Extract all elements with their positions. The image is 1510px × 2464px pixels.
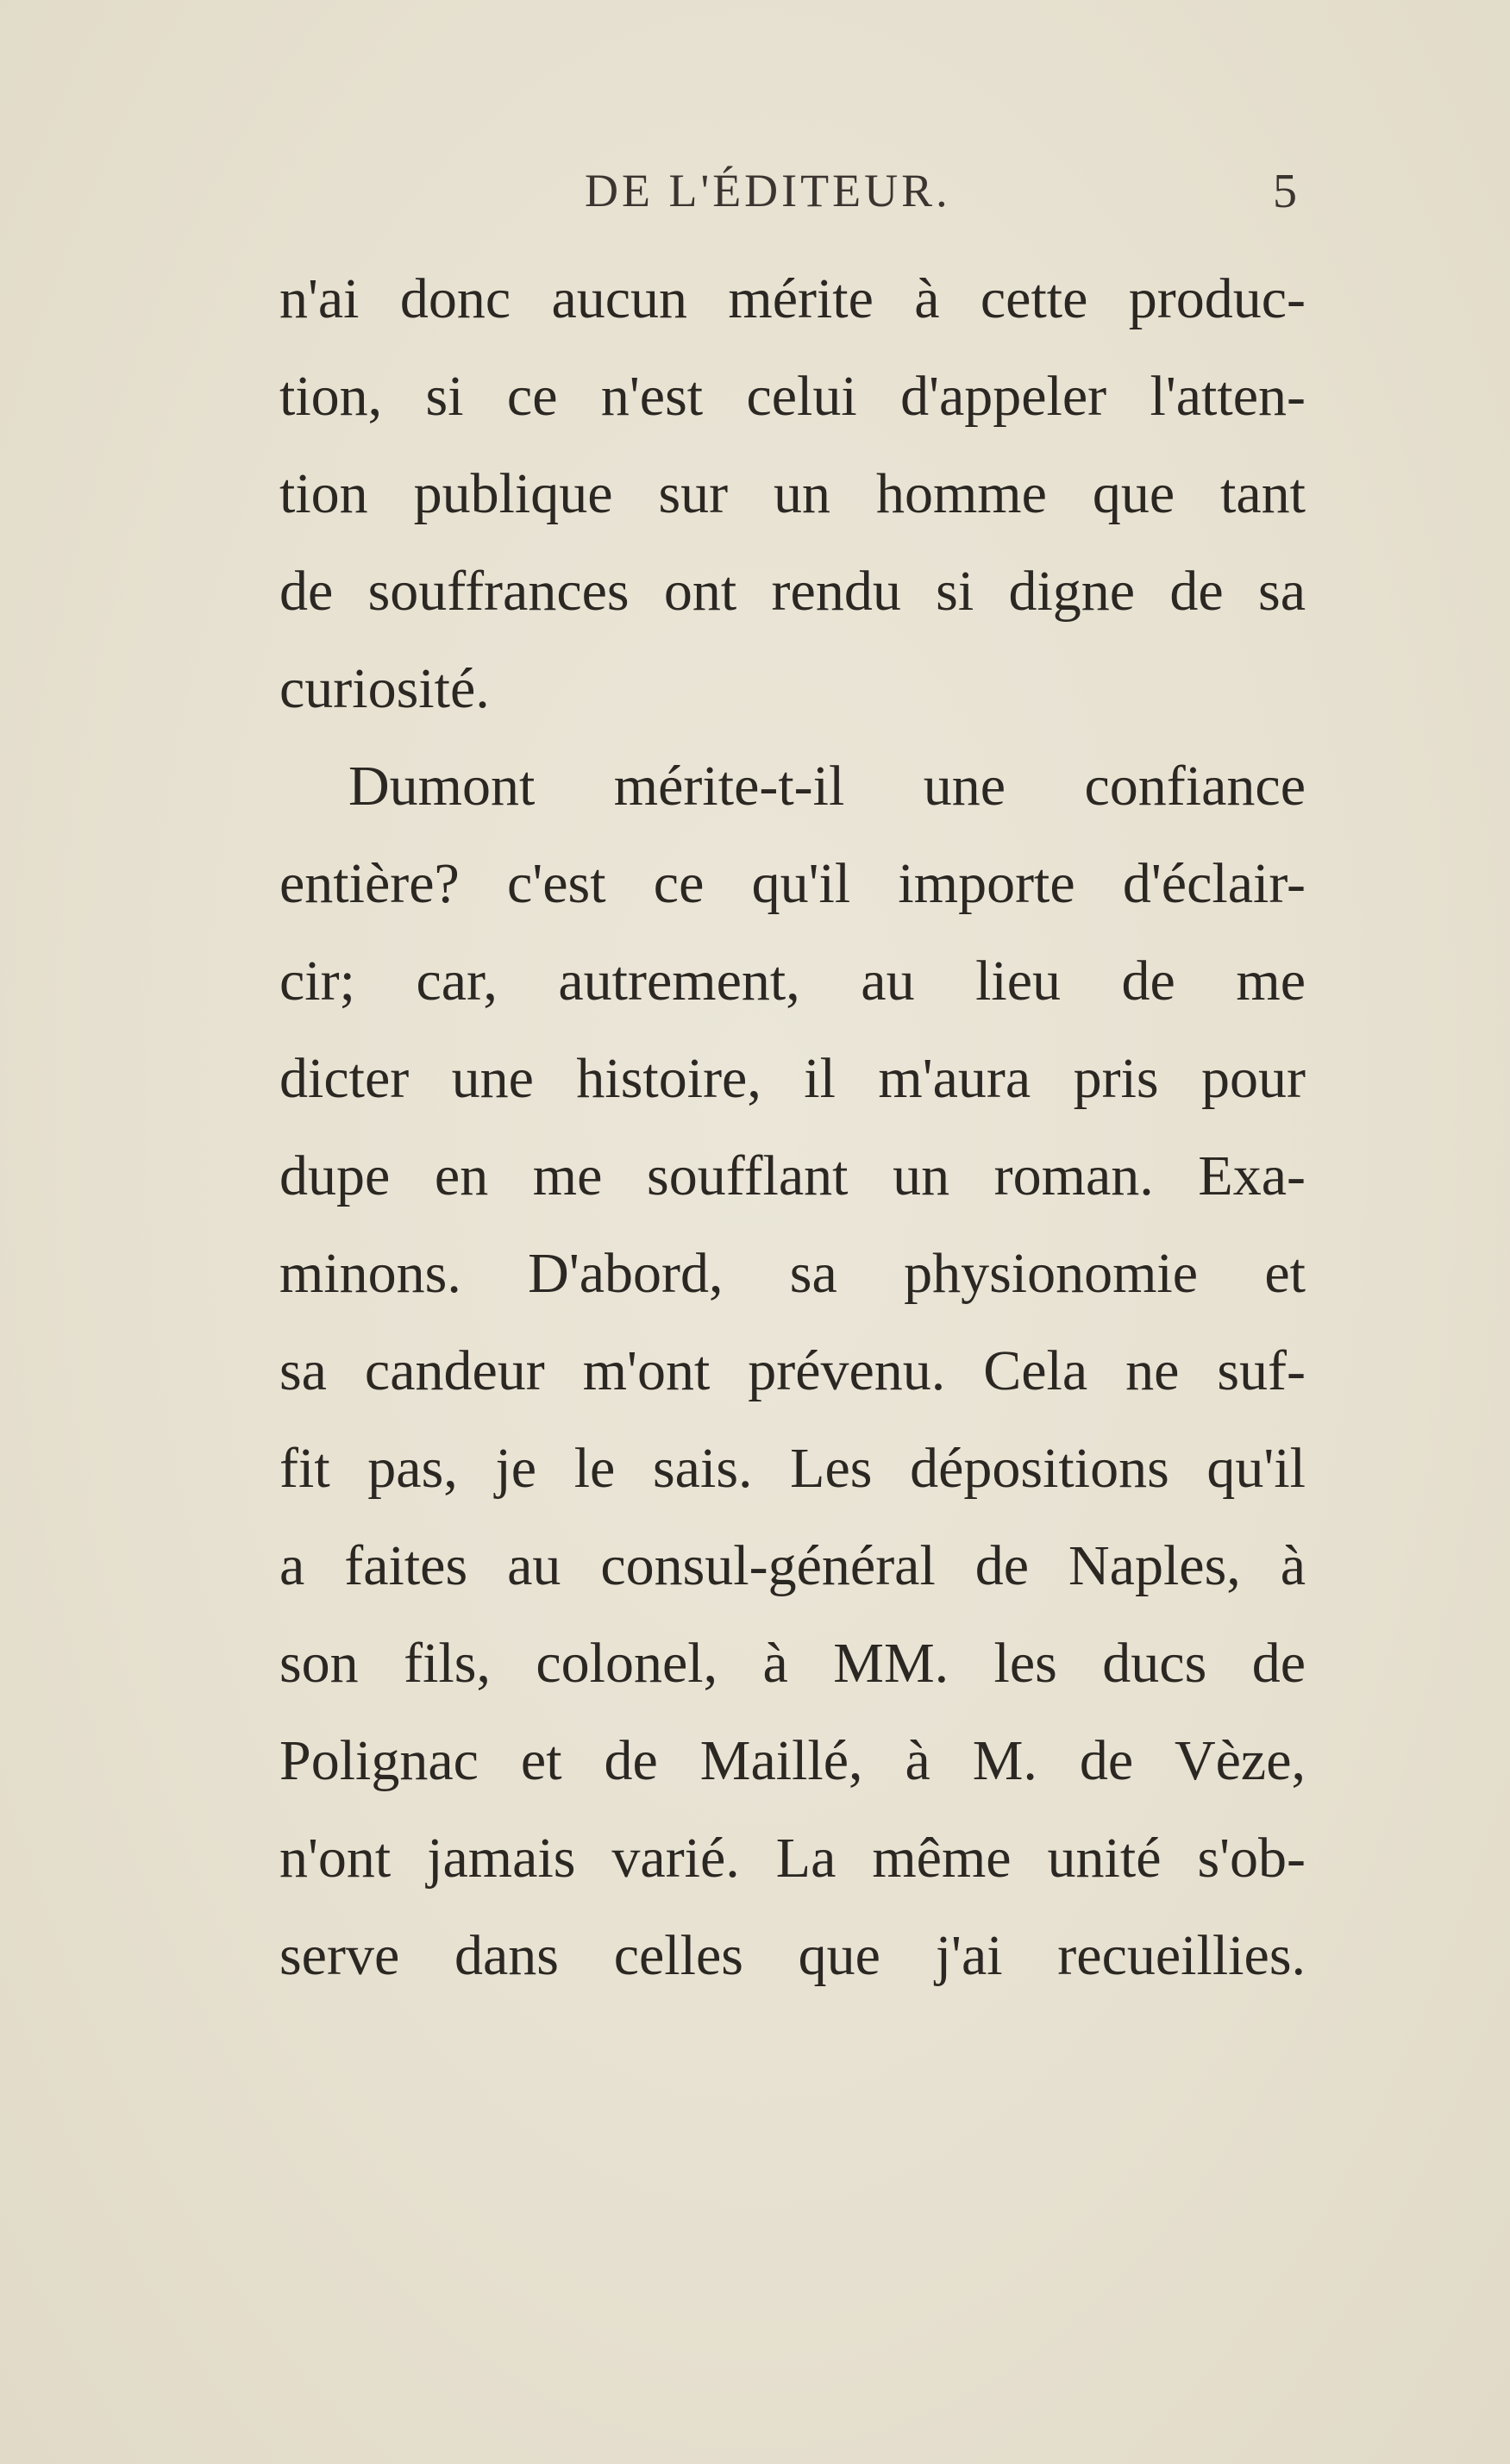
text-line: tion, si ce n'est celui d'appeler l'atten- — [279, 365, 1306, 428]
text-line: n'ai donc aucun mérite à cette produc- — [279, 267, 1306, 330]
text-line: tion publique sur un homme que tant — [279, 462, 1306, 525]
text-line: sa candeur m'ont prévenu. Cela ne suf- — [279, 1339, 1306, 1402]
text-line: fit pas, je le sais. Les dépositions qu'il — [279, 1437, 1306, 1500]
running-head — [0, 164, 1510, 233]
paragraph — [279, 737, 1306, 2004]
page-number: 5 — [1273, 165, 1297, 218]
text-line: n'ont jamais varié. La même unité s'ob- — [279, 1827, 1306, 1890]
text-line: de souffrances ont rendu si digne de sa — [279, 560, 1306, 623]
text-line: Dumont mérite-t-il une confiance — [348, 755, 1306, 818]
text-line: serve dans celles que j'ai recueillies. — [279, 1924, 1306, 1987]
text-line: dupe en me soufflant un roman. Exa- — [279, 1144, 1306, 1207]
text-line: son fils, colonel, à MM. les ducs de — [279, 1632, 1306, 1695]
text-line: dicter une histoire, il m'aura pris pour — [279, 1047, 1306, 1110]
text-line: curiosité. — [279, 657, 490, 720]
text-line: minons. D'abord, sa physionomie et — [279, 1242, 1306, 1305]
text-line: a faites au consul-général de Naples, à — [279, 1534, 1306, 1597]
running-title: DE L'ÉDITEUR. — [585, 165, 951, 216]
paragraph — [279, 250, 1306, 737]
text-line: cir; car, autrement, au lieu de me — [279, 950, 1306, 1013]
body-text — [279, 250, 1306, 2004]
text-line: Polignac et de Maillé, à M. de Vèze, — [279, 1729, 1306, 1792]
text-line: entière? c'est ce qu'il importe d'éclair- — [279, 852, 1306, 915]
